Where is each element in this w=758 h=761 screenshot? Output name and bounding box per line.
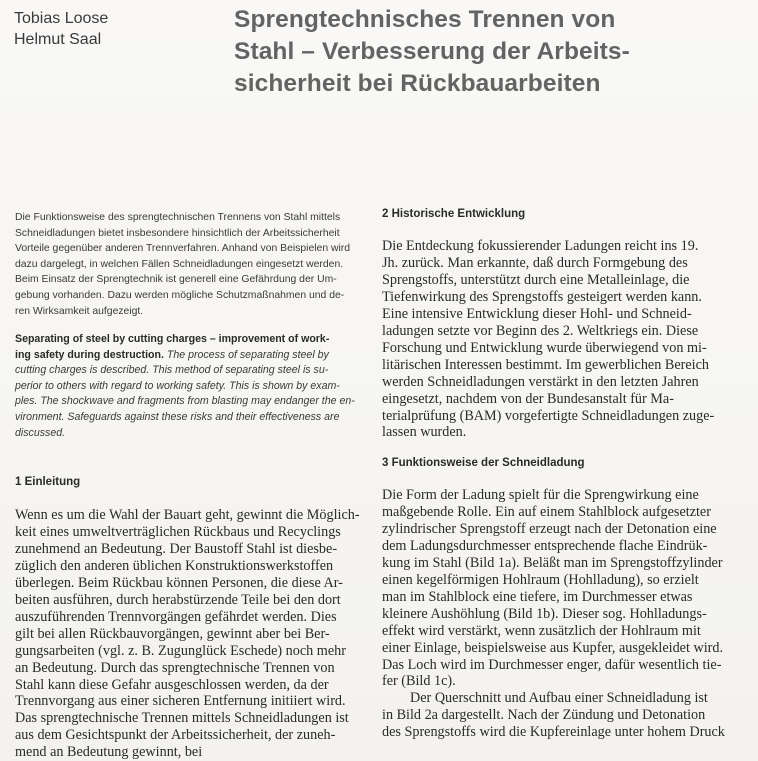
body-line: kung im Stahl (Bild 1a). Beläßt man im Sprengstoffzylinder xyxy=(382,554,723,571)
body-line: maßgebende Rolle. Ein auf einem Stahlblock aufgesetzter xyxy=(382,503,711,520)
abstract-en-title-end: ing safety during destruction. xyxy=(15,348,164,361)
body-line: Sprengstoffs, unterstützt durch eine Metalleinlage, die xyxy=(382,271,690,288)
author-list xyxy=(14,8,108,50)
body-line: keit eines umweltverträglichen Rückbaus und Recyclings xyxy=(15,523,341,540)
abstract-en-line: vironment. Safeguards against these risks and their effectiveness are xyxy=(15,410,340,423)
section-body-historische-entwicklung xyxy=(382,238,714,441)
section-heading-funktionsweise: 3 Funktionsweise der Schneidladung xyxy=(382,457,585,469)
body-line: Das sprengtechnische Trennen mittels Schneidladungen ist xyxy=(15,710,349,727)
body-line: man im Stahlblock eine tiefere, im Durchmesser etwas xyxy=(382,588,693,605)
abstract-en-line xyxy=(15,348,360,364)
abstract-line: ren Wirksamkeit aufgezeigt. xyxy=(15,305,144,317)
body-line: des Sprengstoffs wird die Kupfereinlage unter hohem Druck xyxy=(382,724,725,741)
body-line: lassen wurden. xyxy=(382,424,467,441)
body-line: gilt bei allen Rückbauvorgängen, gewinnt aber bei Ber- xyxy=(15,625,330,642)
abstract-english xyxy=(15,332,360,441)
body-line: Der Querschnitt und Aufbau einer Schneidladung ist xyxy=(410,690,708,707)
body-line: mend an Bedeutung gewinnt, bei xyxy=(15,744,203,761)
body-line: effekt wird verstärkt, wenn zusätzlich der Hohlraum mit xyxy=(382,622,701,639)
body-line: züglich den anderen üblichen Konstruktionswerkstoffen xyxy=(15,557,334,574)
body-line: werden Schneidladungen verstärkt in den letzten Jahren xyxy=(382,373,699,390)
abstract-en-line: ples. The shockwave and fragments from blasting may endanger the en- xyxy=(15,395,355,408)
body-line: in Bild 2a dargestellt. Nach der Zündung und Detonation xyxy=(382,707,706,724)
body-line: fer (Bild 1c). xyxy=(382,673,456,690)
body-line: ladungen setzte vor Beginn des 2. Weltkriegs ein. Diese xyxy=(382,322,699,339)
abstract-line: Die Funktionsweise des sprengtechnischen Trennens von Stahl mittels xyxy=(15,212,341,223)
article-title xyxy=(234,4,754,100)
abstract-line: Vorteile gegenüber anderen Trennverfahren. Anhand von Beispielen wird xyxy=(15,243,351,255)
body-line: Das Loch wird im Durchmesser enger, dafür wesentlich tie- xyxy=(382,656,722,673)
body-line: kleinere Aushöhlung (Bild 1b). Dieser sog. Hohlladungs- xyxy=(382,605,707,622)
section-body-funktionsweise xyxy=(382,487,725,741)
abstract-german xyxy=(15,210,360,319)
body-line: beiten ausführen, durch herabstürzende Teile bei den dort xyxy=(15,591,341,608)
author-name: Tobias Loose xyxy=(14,10,109,27)
abstract-en-text: The process of separating steel by xyxy=(163,348,329,361)
body-line: Eine intensive Entwicklung dieser Hohl- und Schneid- xyxy=(382,305,692,322)
body-line: terialprüfung (BAM) vorgefertigte Schneidladungen zuge- xyxy=(382,407,715,424)
author-name: Helmut Saal xyxy=(14,31,102,48)
body-line: einer Einlage, beispielsweise aus Kupfer, ausgekleidet wird. xyxy=(382,639,723,656)
abstract-line: Beim Einsatz der Sprengtechnik ist generell eine Gefährdung der Um- xyxy=(15,274,337,286)
body-line: Trennvorgang aus einer sicheren Entfernung initiiert wird. xyxy=(15,693,346,710)
body-line: aus dem Gesichtspunkt der Arbeitssicherheit, der zuneh- xyxy=(15,727,336,744)
body-line: Stahl kann diese Gefahr ausgeschlossen werden, da der xyxy=(15,676,329,693)
abstract-en-title: Separating of steel by cutting charges – improvement of work- xyxy=(15,333,330,345)
body-line: gungsarbeiten (vgl. z. B. Zugunglück Eschede) noch mehr xyxy=(15,642,346,659)
abstract-en-line: cutting charges is described. This method of separating steel is su- xyxy=(15,364,329,377)
body-line: überlegen. Beim Rückbau können Personen, die diese Ar- xyxy=(15,574,343,591)
abstract-line: gebung vorhanden. Dazu werden mögliche Schutzmaßnahmen und de- xyxy=(15,289,345,301)
body-line: Forschung und Entwicklung wurde überwiegend von mi- xyxy=(382,339,707,356)
body-line: an Bedeutung. Durch das sprengtechnische Trennen von xyxy=(15,659,335,676)
abstract-line: dazu dargelegt, in welchen Fällen Schneidladungen eingesetzt werden. xyxy=(15,258,344,270)
body-line: zylindrischer Sprengstoff erzeugt nach der Detonation eine xyxy=(382,520,717,537)
title-line: Stahl – Verbesserung der Arbeits- xyxy=(234,38,630,65)
title-line: sicherheit bei Rückbauarbeiten xyxy=(234,70,601,97)
body-line: Die Entdeckung fokussierender Ladungen reicht ins 19. xyxy=(382,238,699,254)
section-heading-historische-entwicklung: 2 Historische Entwicklung xyxy=(382,208,526,220)
body-line: Jh. zurück. Man erkannte, daß durch Formgebung des xyxy=(382,254,688,271)
body-line: litärischen Interessen bestimmt. Im gewerblichen Bereich xyxy=(382,356,709,373)
body-line: Wenn es um die Wahl der Bauart geht, gewinnt die Möglich- xyxy=(15,507,360,523)
abstract-line: Schneidladungen bietet insbesondere hinsichtlich der Arbeitssicherheit xyxy=(15,227,340,239)
section-heading-einleitung: 1 Einleitung xyxy=(15,476,81,488)
body-line: dem Ladungsdurchmesser entsprechende flache Eindrük- xyxy=(382,537,708,554)
body-line: eingesetzt, nachdem von der Bundesanstalt für Ma- xyxy=(382,390,674,407)
abstract-en-line: discussed. xyxy=(15,426,66,439)
body-line: Tiefenwirkung des Sprengstoffs gesteigert werden kann. xyxy=(382,288,702,305)
body-line: einen kegelförmigen Hohlraum (Hohlladung), so erzielt xyxy=(382,571,699,588)
body-line: auszuführenden Trennvorgängen gefährdet werden. Dies xyxy=(15,608,337,625)
section-body-einleitung xyxy=(15,507,360,761)
body-line: Die Form der Ladung spielt für die Sprengwirkung eine xyxy=(382,487,699,503)
title-line: Sprengtechnisches Trennen von xyxy=(234,6,616,33)
body-line: zunehmend an Bedeutung. Der Baustoff Stahl ist diesbe- xyxy=(15,540,338,557)
abstract-en-line: perior to others with regard to working safety. This is shown by exam- xyxy=(15,379,340,392)
